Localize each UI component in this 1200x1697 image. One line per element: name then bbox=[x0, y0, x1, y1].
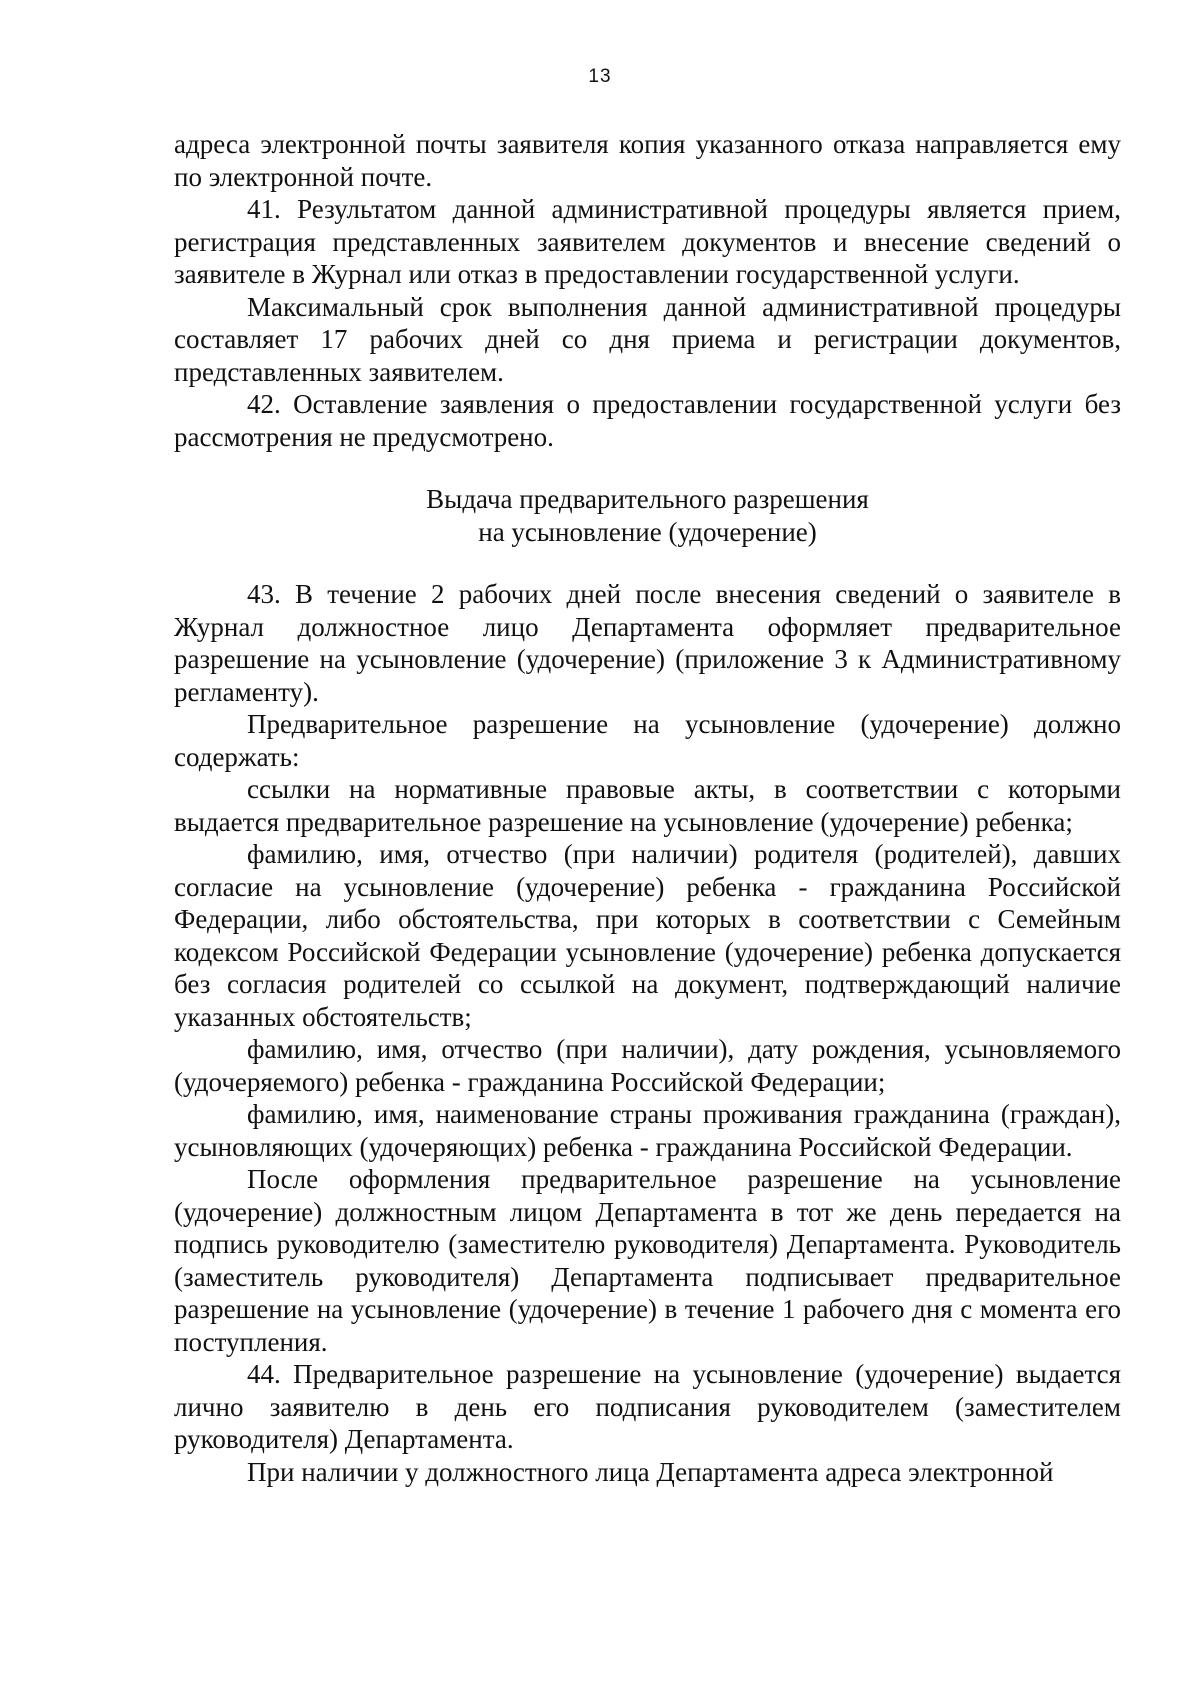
paragraph: После оформления предварительное разрешение на усыновление (удочерение) должностным лицом Департамента в тот же день передается на подпись руководителю (заместителю руководителя) Департамента. Руководитель (заместитель руководителя) Департамента подписывает предварительное разрешение на усыновление (удочерение) в течение 1 рабочего дня с момента его поступления. bbox=[174, 1164, 1121, 1357]
paragraph: Максимальный срок выполнения данной административной процедуры составляет 17 рабочих дней со дня приема и регистрации документов, представленных заявителем. bbox=[174, 291, 1121, 387]
paragraph: 43. В течение 2 рабочих дней после внесения сведений о заявителе в Журнал должностное лицо Департамента оформляет предварительное разрешение на усыновление (удочерение) (приложение 3 к Административному регламенту). bbox=[174, 579, 1121, 707]
paragraph: адреса электронной почты заявителя копия указанного отказа направляется ему по электронной почте. bbox=[174, 129, 1121, 192]
paragraph: При наличии у должностного лица Департамента адреса электронной bbox=[247, 1456, 1054, 1487]
section-heading-line: на усыновление (удочерение) bbox=[478, 516, 817, 547]
paragraph: фамилию, имя, отчество (при наличии) родителя (родителей), давших согласие на усыновление (удочерение) ребенка - гражданина Российской Федерации, либо обстоятельства, при которых в соответствии с Семейным кодексом Российской Федерации усыновление (удочерение) ребенка допускается без согласия родителей со ссылкой на документ, подтверждающий наличие указанных обстоятельств; bbox=[174, 839, 1121, 1032]
section-heading-line: Выдача предварительного разрешения bbox=[426, 484, 869, 514]
document-body bbox=[174, 128, 1121, 1488]
paragraph: фамилию, имя, наименование страны проживания гражданина (граждан), усыновляющих (удочеряющих) ребенка - гражданина Российской Федерации. bbox=[174, 1099, 1121, 1162]
paragraph: 42. Оставление заявления о предоставлении государственной услуги без рассмотрения не предусмотрено. bbox=[174, 389, 1121, 452]
paragraph: Предварительное разрешение на усыновление (удочерение) должно содержать: bbox=[174, 709, 1121, 772]
section-heading bbox=[174, 483, 1121, 548]
paragraph: ссылки на нормативные правовые акты, в соответствии с которыми выдается предварительное разрешение на усыновление (удочерение) ребенка; bbox=[174, 774, 1121, 837]
paragraphs-top bbox=[174, 128, 1121, 453]
paragraph: 44. Предварительное разрешение на усыновление (удочерение) выдается лично заявителю в день его подписания руководителем (заместителем руководителя) Департамента. bbox=[174, 1359, 1121, 1454]
paragraph: фамилию, имя, отчество (при наличии), дату рождения, усыновляемого (удочеряемого) ребенка - гражданина Российской Федерации; bbox=[174, 1034, 1121, 1097]
page-number: 13 bbox=[588, 66, 612, 87]
paragraphs-bottom bbox=[174, 578, 1121, 1488]
paragraph: 41. Результатом данной административной процедуры является прием, регистрация представленных заявителем документов и внесение сведений о заявителе в Журнал или отказ в предоставлении государственной услуги. bbox=[174, 194, 1121, 289]
